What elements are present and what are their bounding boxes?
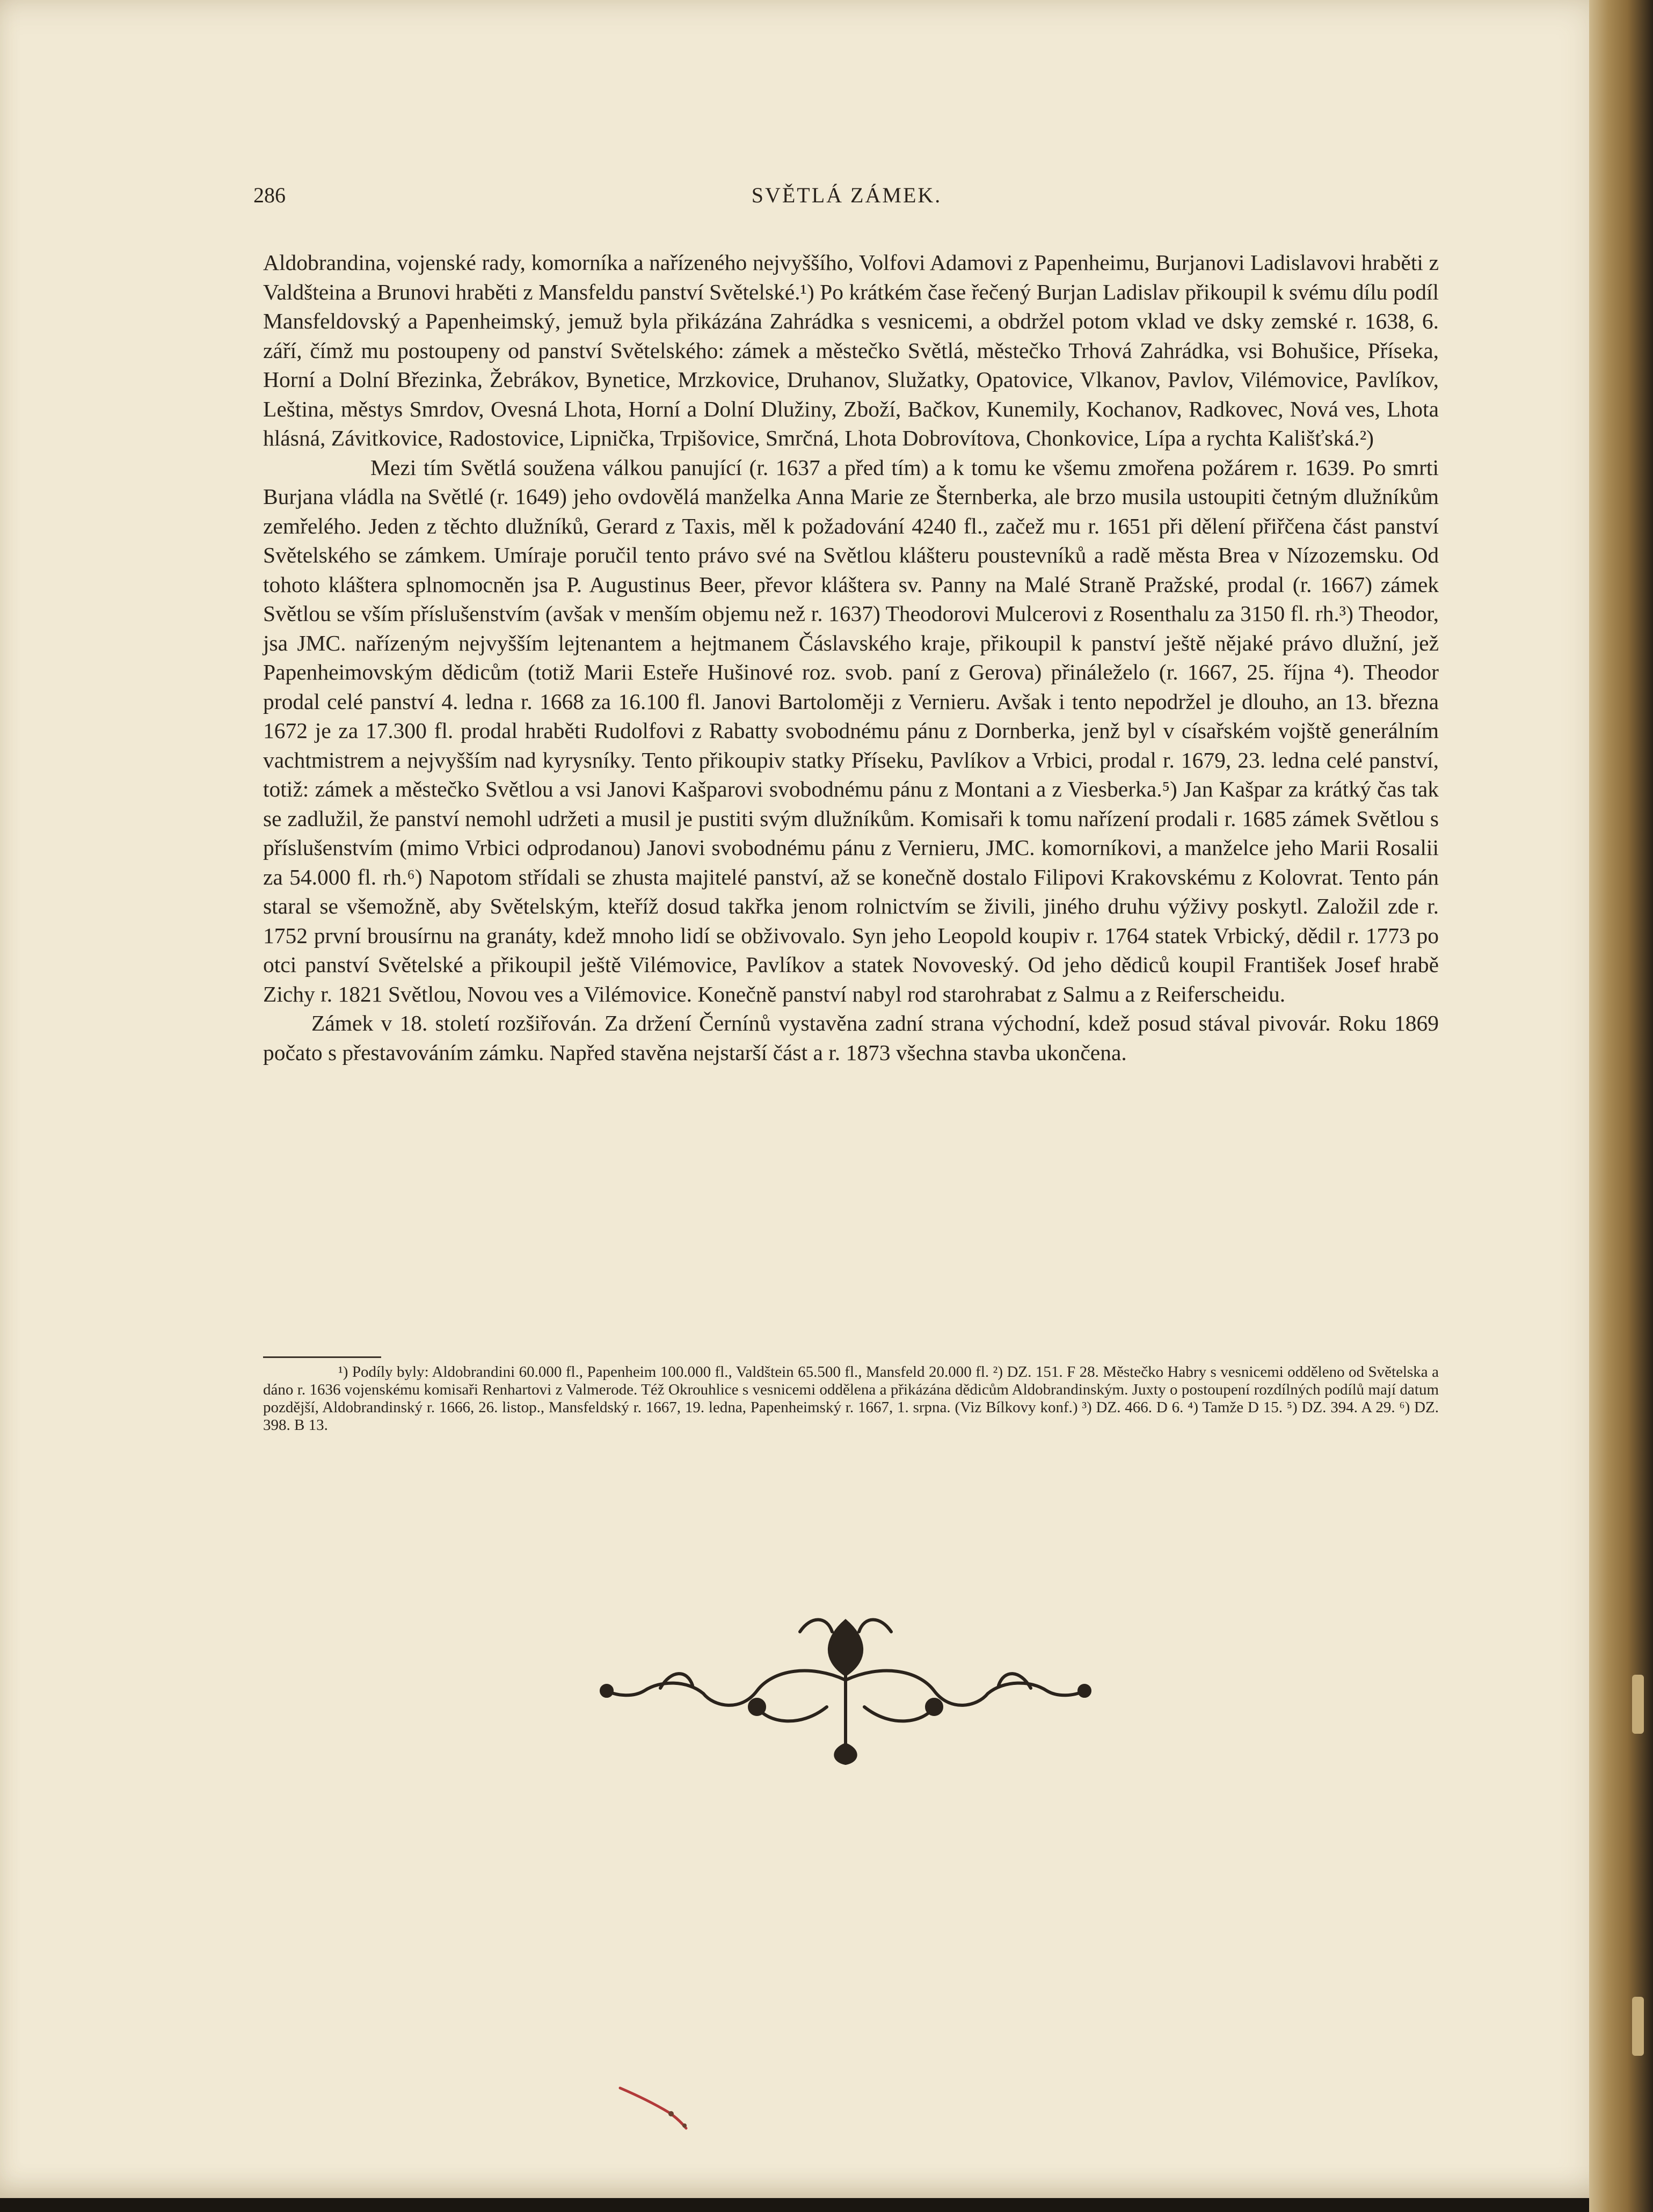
page-edge-tab <box>1632 1675 1644 1734</box>
book-spine-edge <box>1589 0 1653 2212</box>
paragraph-2: Mezi tím Světlá soužena válkou panující (r. 1637 a před tím) a k tomu ke všemu zmořena požárem r. 1639. Po smrti Burjana vládla na Světlé (r. 1649) jeho ovdovělá manželka Anna Marie ze Šternberka, ale brzo musila ustoupiti četným dlužníkům zemřelého. Jeden z těchto dlužníků, Gerard z Taxis, měl k požadování 4240 fl., začež mu r. 1651 při dělení přiřčena část panství Světelského se zámkem. Umíraje poručil tento právo své na Světlou klášteru poustevníků a radě města Brea v Nízozemsku. Od tohoto kláštera splnomocněn jsa P. Augustinus Beer, převor kláštera sv. Panny na Malé Straně Pražské, prodal (r. 1667) zámek Světlou se vším příslušenstvím (avšak v menším objemu než r. 1637) Theodorovi Mulcerovi z Rosenthalu za 3150 fl. rh.³) Theodor, jsa JMC. nařízeným nejvyšším lejtenantem a hejtmanem Čáslavského kraje, přikoupil k panství ještě nějaké právo dlužní, jež Papenheimovským dědicům (totiž Marii Esteře Hušinové roz. svob. paní z Gerova) přináleželo (r. 1667, 25. října ⁴). Theodor prodal celé panství 4. ledna r. 1668 za 16.100 fl. Janovi Bartoloměji z Vernieru. Avšak i tento nepodržel je dlouho, an 13. března 1672 je za 17.300 fl. prodal hraběti Rudolfovi z Rabatty svobodnému pánu z Dornberka, jenž byl v císařském vojště generálním vachtmistrem a nejvyšším nad kyrysníky. Tento přikoupiv statky Příseku, Pavlíkov a Vrbici, prodal r. 1679, 23. ledna celé panství, totiž: zámek a městečko Světlou a vsi Janovi Kašparovi svobodnému pánu z Montani a z Viesberka.⁵) Jan Kašpar za krátký čas tak se zadlužil, že panství nemohl udržeti a musil je pustiti svým dlužníkům. Komisaři k tomu nařízení prodali r. 1685 zámek Světlou s příslušenstvím (mimo Vrbici odprodanou) Janovi svobodnému pánu z Vernieru, JMC. komorníkovi, a manželce jeho Marii Rosalii za 54.000 fl. rh.⁶) Napotom střídali se zhusta majitelé panství, až se konečně dostalo Filipovi Krakovskému z Kolovrat. Tento pán staral se všemožně, aby Světelským, kteříž dosud takřka jenom rolnictvím se živili, jiného druhu výživy poskytl. Založil zde r. 1752 první brousírnu na granáty, kdež mnoho lidí se obživovalo. Syn jeho Leopold koupiv r. 1764 statek Vrbický, dědil r. 1773 po otci panství Světelské a přikoupil ještě Vilémovice, Pavlíkov a statek Novoveský. Od jeho dědiců koupil František Josef hrabě Zichy r. 1821 Světlou, Novou ves a Vilémovice. Konečně panství nabyl rod starohrabat z Salmu a z Reiferscheidu. <box>263 455 1439 1006</box>
running-head: SVĚTLÁ ZÁMEK. <box>751 183 942 207</box>
footnote-divider <box>263 1356 381 1358</box>
page-number: 286 <box>253 183 286 207</box>
paragraph-1: Aldobrandina, vojenské rady, komorníka a nařízeného nejvyššího, Volfovi Adamovi z Papenheimu, Burjanovi Ladislavovi hraběti z Valdšteina a Brunovi hraběti z Mansfeldu panství Světelské.¹) Po krátkém čase řečený Burjan Ladislav přikoupil k svému dílu podíl Mansfeldovský a Papenheimský, jemuž byla přikázána Zahrádka s vesnicemi, a obdržel potom vklad ve dsky zemské r. 1638, 6. září, čímž mu postoupeny od panství Světelského: zámek a městečko Světlá, městečko Trhová Zahrádka, vsi Bohušice, Příseka, Horní a Dolní Březinka, Žebrákov, Bynetice, Mrzkovice, Druhanov, Služatky, Opatovice, Vlkanov, Pavlov, Vilémovice, Pavlíkov, Leština, městys Smrdov, Ovesná Lhota, Horní a Dolní Dlužiny, Zboží, Bačkov, Kunemily, Kochanov, Radkovec, Nová ves, Lhota hlásná, Závitkovice, Radostovice, Lipnička, Trpišovice, Smrčná, Lhota Dobrovítova, Chonkovice, Lípa a rychta Kališťská.²) <box>263 250 1439 450</box>
paragraph-3: Zámek v 18. století rozšiřován. Za držení Černínů vystavěna zadní strana východní, kdež posud stával pivovár. Roku 1869 počato s přestavováním zámku. Napřed stavěna nejstarší část a r. 1873 všechna stavba ukončena. <box>263 1011 1439 1065</box>
fleuron-ornament-icon <box>596 1600 1095 1766</box>
page-header <box>253 182 1440 220</box>
page-edge-tab <box>1632 1997 1644 2056</box>
ink-stain <box>617 2083 693 2131</box>
footnotes: ¹) Podíly byly: Aldobrandini 60.000 fl., Papenheim 100.000 fl., Valdštein 65.500 fl., Mansfeld 20.000 fl. ²) DZ. 151. F 28. Městečko Habry s vesnicemi odděleno od Světelska a dáno r. 1636 vojenskému komisaři Renhartovi z Valmerode. Též Okrouhlice s vesnicemi oddělena a přikázána dědicům Aldobrandinským. Juxty o postoupení rozdílných podílů mají datum pozdější, Aldobrandinský r. 1666, 26. listop., Mansfeldský r. 1667, 19. ledna, Papenheimský r. 1667, 1. srpna. (Viz Bílkovy konf.) ³) DZ. 466. D 6. ⁴) Tamže D 15. ⁵) DZ. 394. A 29. ⁶) DZ. 398. B 13. <box>263 1363 1439 1434</box>
body-text <box>263 248 1439 1067</box>
